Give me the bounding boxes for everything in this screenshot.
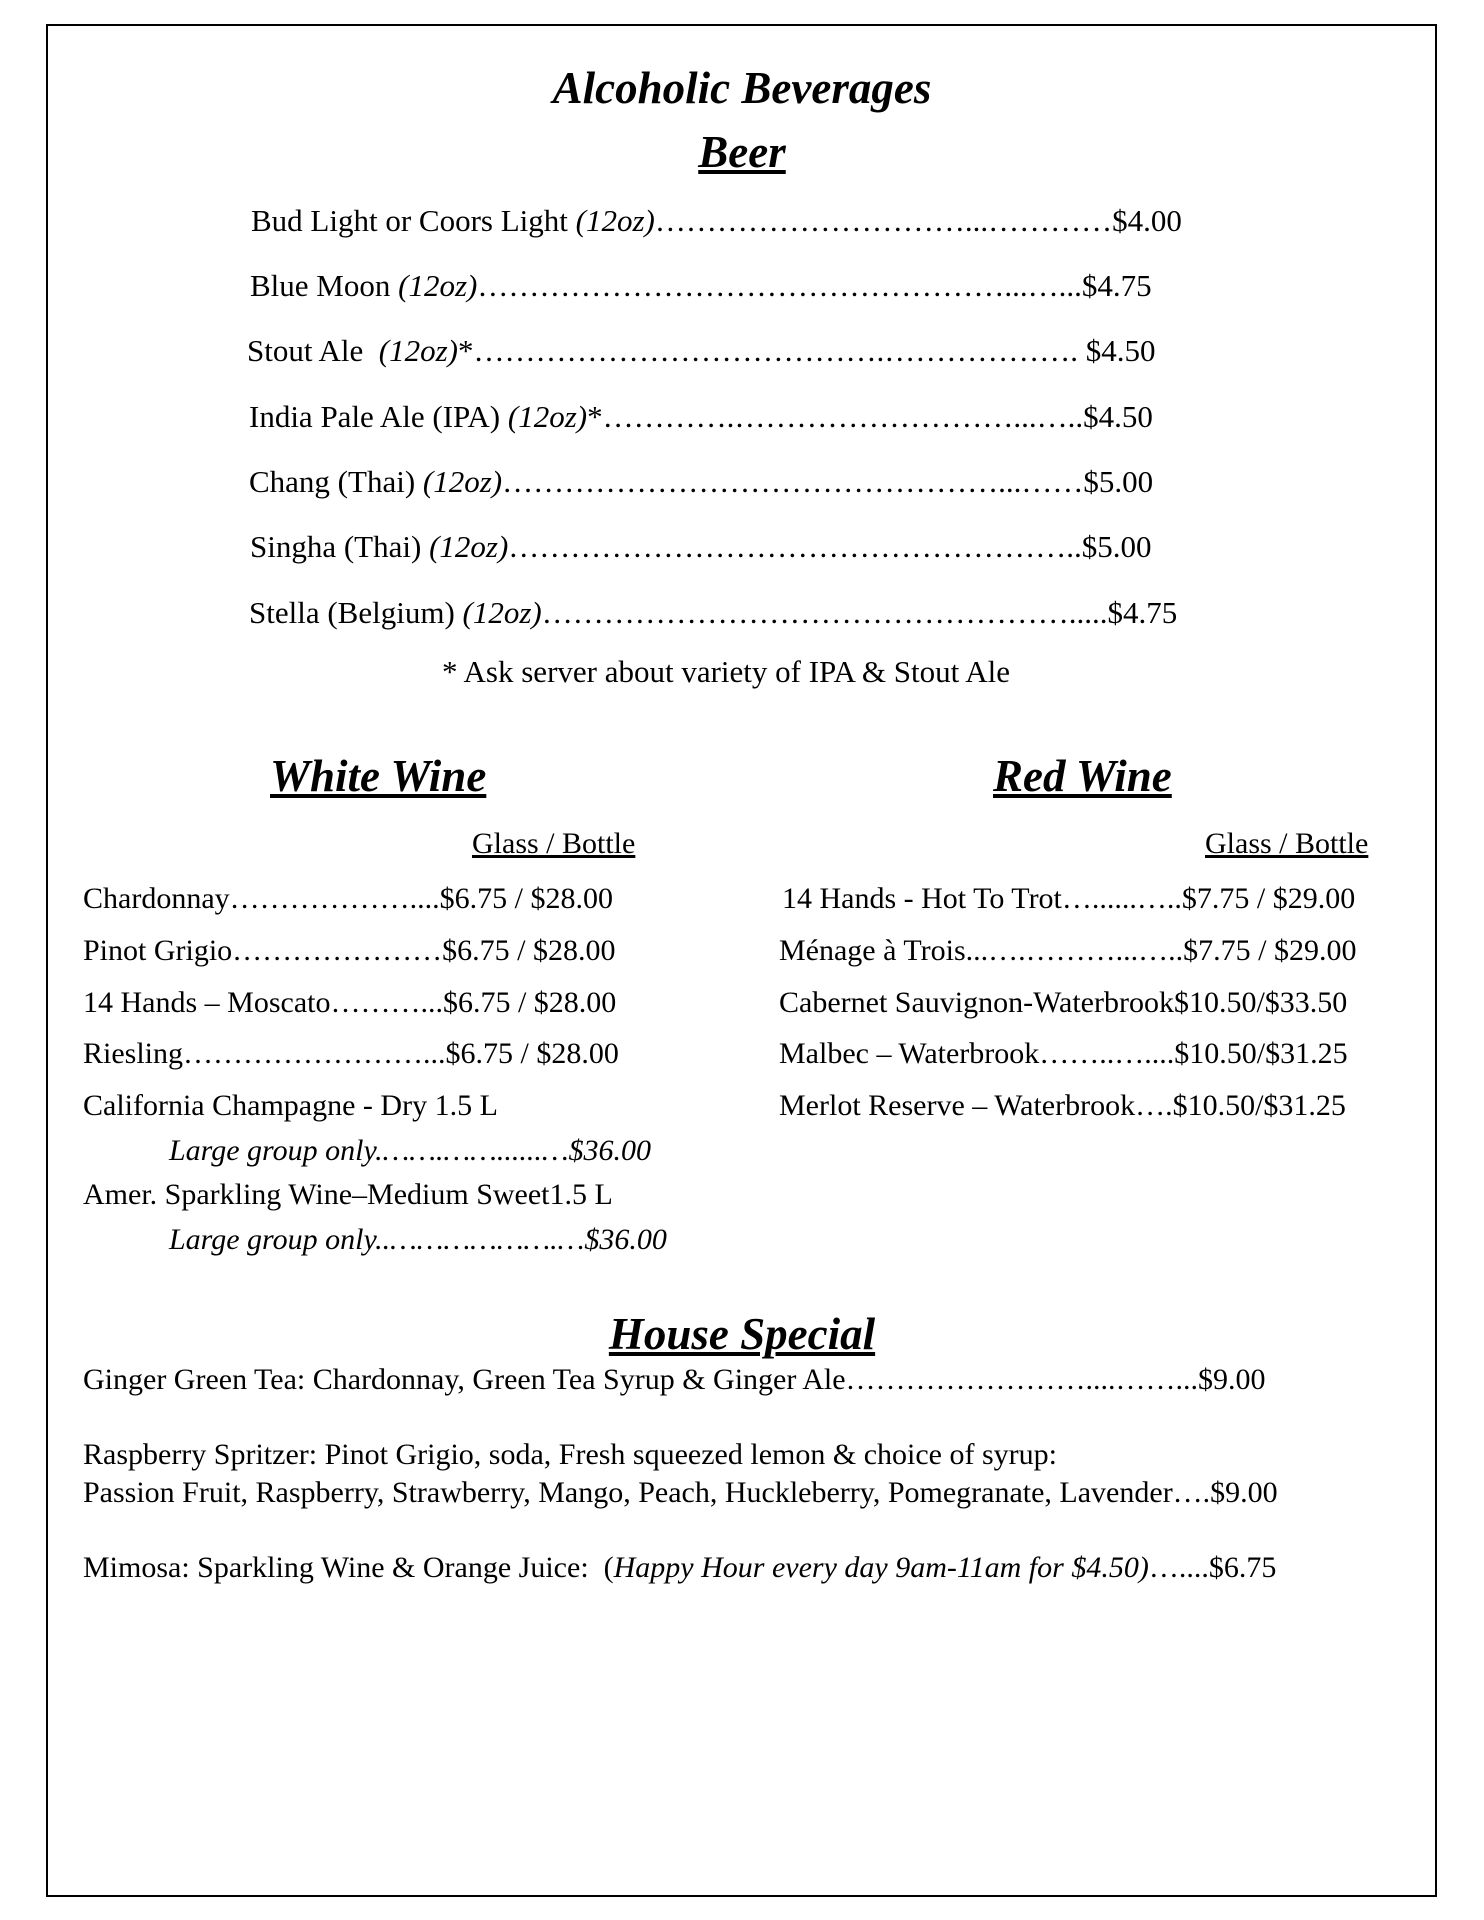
- white-wine-sparkling: Amer. Sparkling Wine–Medium Sweet1.5 L: [83, 1178, 613, 1211]
- beer-item-price: ……………………………………………...…...$4.75: [477, 268, 1152, 303]
- house-special-raspberry-spritzer: Raspberry Spritzer: Pinot Grigio, soda, Fresh squeezed lemon & choice of syrup:: [83, 1438, 1057, 1471]
- beer-item-name: Singha (Thai): [250, 529, 430, 564]
- beer-item-size: (12oz): [398, 268, 478, 303]
- white-wine-column-header: Glass / Bottle: [472, 827, 636, 860]
- white-wine-moscato: 14 Hands – Moscato………...$6.75 / $28.00: [83, 986, 617, 1019]
- beer-item-size: (12oz): [422, 464, 503, 499]
- mimosa-happy-hour: Happy Hour every day 9am-11am for $4.50): [613, 1551, 1149, 1584]
- beer-item-price: …………………………………………….....$4.75: [541, 595, 1178, 630]
- red-wine-menage-a-trois: Ménage à Trois...….………...…..$7.75 / $29.00: [779, 934, 1357, 967]
- red-wine-cabernet: Cabernet Sauvignon-Waterbrook$10.50/$33.50: [779, 986, 1348, 1019]
- beer-item-size: (12oz): [507, 399, 588, 434]
- beer-item-stout-ale: [247, 333, 1155, 369]
- beer-item-name: Stout Ale: [247, 333, 379, 368]
- red-wine-heading: Red Wine: [993, 751, 1172, 801]
- beer-item-name: Bud Light or Coors Light: [251, 203, 576, 238]
- beer-item-price: *………….………………………...…..$4.50: [587, 399, 1153, 434]
- beer-item-price: …………………………...…………$4.00: [654, 203, 1182, 238]
- red-wine-column-header: Glass / Bottle: [1205, 827, 1369, 860]
- beer-heading: Beer: [698, 127, 786, 177]
- white-wine-large-group-1: Large group only.…….……......…$36.00: [169, 1134, 651, 1167]
- white-wine-california-champagne: California Champagne - Dry 1.5 L: [83, 1089, 498, 1122]
- white-wine-pinot-grigio: Pinot Grigio…………………$6.75 / $28.00: [83, 934, 616, 967]
- house-special-raspberry-syrups: Passion Fruit, Raspberry, Strawberry, Mango, Peach, Huckleberry, Pomegranate, Lavender….$9.00: [83, 1476, 1278, 1509]
- beer-item-name: Chang (Thai): [249, 464, 423, 499]
- beer-item-size: (12oz): [429, 529, 509, 564]
- beer-item-name: India Pale Ale (IPA): [249, 399, 508, 434]
- red-wine-merlot: Merlot Reserve – Waterbrook….$10.50/$31.25: [779, 1089, 1346, 1122]
- beer-item-price: ………………………………………………..$5.00: [508, 529, 1152, 564]
- beer-item-singha: [250, 529, 1152, 565]
- white-wine-chardonnay: Chardonnay………………....$6.75 / $28.00: [83, 882, 613, 915]
- beer-item-name: Stella (Belgium): [249, 595, 463, 630]
- beer-item-ipa: [249, 399, 1153, 435]
- white-wine-heading: White Wine: [270, 751, 487, 801]
- beer-item-price: …………………………………………...……$5.00: [502, 464, 1154, 499]
- beer-item-size: (12oz): [462, 595, 542, 630]
- beer-item-name: Blue Moon: [250, 268, 399, 303]
- beer-note: * Ask server about variety of IPA & Stout Ale: [442, 654, 1011, 689]
- white-wine-riesling: Riesling……………………...$6.75 / $28.00: [83, 1037, 619, 1070]
- page-title: Alcoholic Beverages: [552, 63, 932, 113]
- red-wine-malbec: Malbec – Waterbrook……..…....$10.50/$31.25: [779, 1037, 1348, 1070]
- mimosa-price: …....$6.75: [1148, 1551, 1277, 1584]
- mimosa-description: Mimosa: Sparkling Wine & Orange Juice: (: [83, 1551, 614, 1584]
- beer-item-stella: [249, 595, 1177, 631]
- beer-item-size: (12oz): [378, 333, 458, 368]
- house-special-mimosa: [83, 1551, 1276, 1585]
- red-wine-hot-to-trot: 14 Hands - Hot To Trot…......…..$7.75 / $29.00: [782, 882, 1356, 915]
- beer-item-size: (12oz): [575, 203, 655, 238]
- beer-item-bud-light: [251, 203, 1182, 239]
- white-wine-large-group-2: Large group only..……………….…$36.00: [169, 1223, 667, 1256]
- house-special-heading: House Special: [608, 1309, 876, 1359]
- house-special-ginger-green-tea: Ginger Green Tea: Chardonnay, Green Tea Syrup & Ginger Ale……………………....……...$9.00: [83, 1363, 1266, 1396]
- beer-item-chang: [249, 464, 1153, 500]
- beer-item-blue-moon: [250, 268, 1152, 304]
- beer-item-price: *………………………………….………………. $4.50: [457, 333, 1156, 368]
